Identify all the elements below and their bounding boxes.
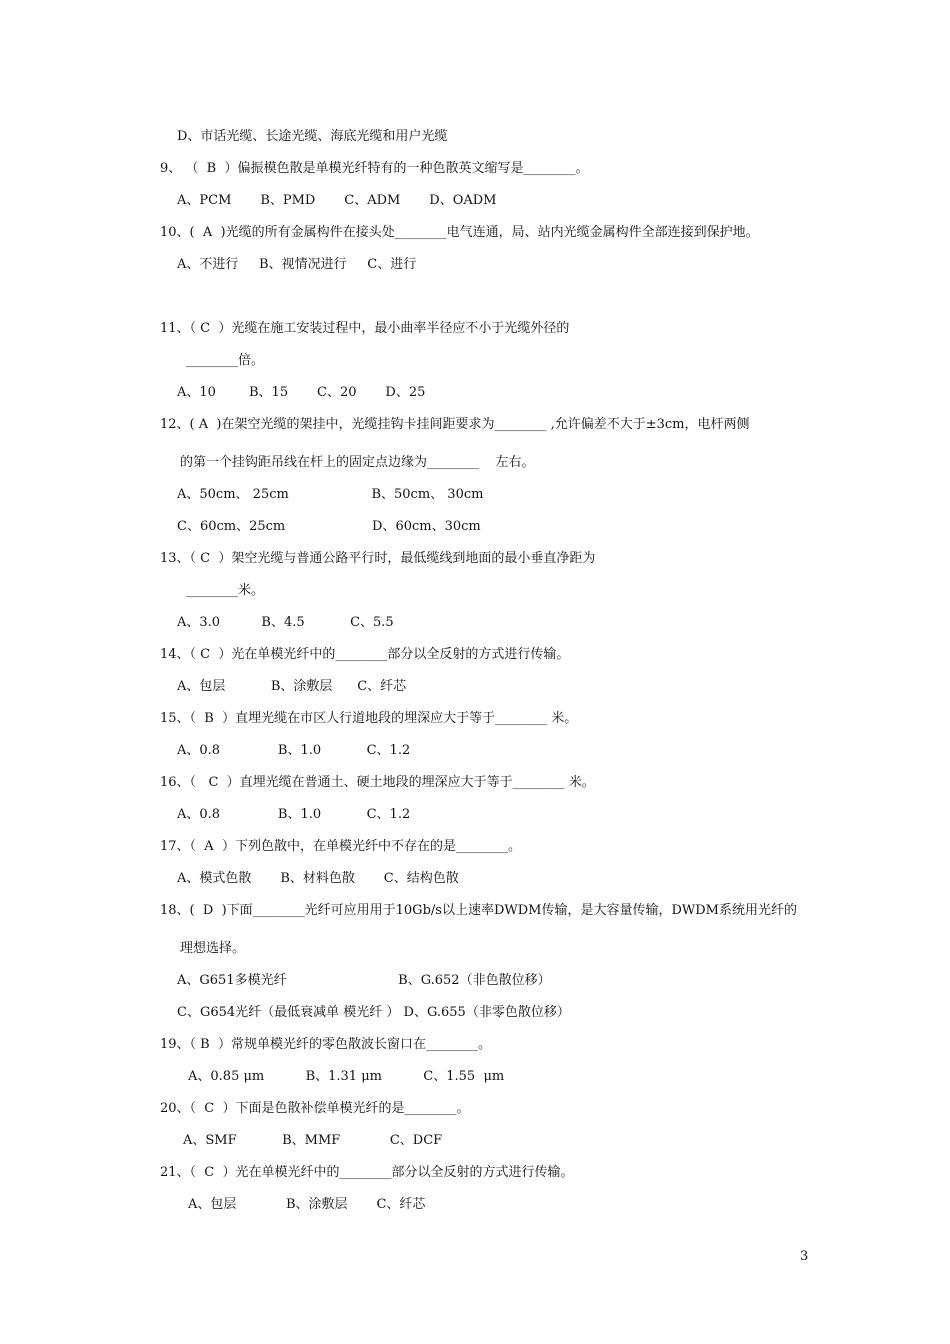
option-line: A、3.0 B、4.5 C、5.5 bbox=[177, 615, 394, 630]
question-line: 的第一个挂钩距吊线在杆上的固定点边缘为________ 左右。 bbox=[180, 455, 535, 470]
option-line: C、60cm、25cm D、60cm、30cm bbox=[177, 519, 481, 534]
option-line: A、PCM B、PMD C、ADM D、OADM bbox=[177, 193, 497, 208]
question-line: 16、（ C ）直埋光缆在普通土、硬土地段的埋深应大于等于________ 米。 bbox=[160, 775, 595, 790]
option-line: D、市话光缆、长途光缆、海底光缆和用户光缆 bbox=[177, 129, 448, 144]
option-line: C、G654光纤（最低衰减单 模光纤 ） D、G.655（非零色散位移） bbox=[177, 1005, 570, 1020]
page-number: 3 bbox=[800, 1249, 809, 1264]
option-line: A、G651多模光纤 B、G.652（非色散位移） bbox=[177, 973, 551, 988]
option-line: A、模式色散 B、材料色散 C、结构色散 bbox=[177, 871, 459, 886]
question-line: 15、（ B ）直埋光缆在市区人行道地段的埋深应大于等于________ 米。 bbox=[160, 711, 578, 726]
question-line: 14、（ C ）光在单模光纤中的________部分以全反射的方式进行传输。 bbox=[160, 647, 570, 662]
option-line: A、不进行 B、视情况进行 C、进行 bbox=[177, 257, 417, 272]
option-line: A、0.8 B、1.0 C、1.2 bbox=[177, 807, 411, 822]
question-line: 19、（ B ）常规单模光纤的零色散波长窗口在________。 bbox=[160, 1037, 491, 1052]
question-line: 理想选择。 bbox=[180, 941, 246, 956]
option-line: A、SMF B、MMF C、DCF bbox=[183, 1133, 443, 1148]
question-line: 9、 （ B ）偏振模色散是单模光纤特有的一种色散英文缩写是________。 bbox=[160, 161, 589, 176]
question-line: 11、（ C ）光缆在施工安装过程中，最小曲率半径应不小于光缆外径的 bbox=[160, 321, 570, 336]
question-line: 21、（ C ）光在单模光纤中的________部分以全反射的方式进行传输。 bbox=[160, 1165, 574, 1180]
option-line: A、包层 B、涂敷层 C、纤芯 bbox=[177, 679, 407, 694]
question-line: 13、（ C ）架空光缆与普通公路平行时，最低缆线到地面的最小垂直净距为 bbox=[160, 551, 596, 566]
option-line: A、0.8 B、1.0 C、1.2 bbox=[177, 743, 411, 758]
question-line: 18、( D )下面________光纤可应用用于10Gb/s以上速率DWDM传输，是大容量传输，DWDM系统用光纤的 bbox=[160, 903, 797, 918]
option-line: A、0.85 μm B、1.31 μm C、1.55 μm bbox=[188, 1069, 505, 1084]
option-line: A、10 B、15 C、20 D、25 bbox=[177, 385, 426, 400]
question-line: 12、( A )在架空光缆的架挂中，光缆挂钩卡挂间距要求为________ ,允许偏差不大于±3cm，电杆两侧 bbox=[160, 417, 750, 432]
option-line: A、50cm、 25cm B、50cm、 30cm bbox=[177, 487, 484, 502]
question-line: ________倍。 bbox=[186, 353, 265, 368]
question-line: 20、（ C ）下面是色散补偿单模光纤的是________。 bbox=[160, 1101, 470, 1116]
question-line: 17、（ A ）下列色散中，在单模光纤中不存在的是________。 bbox=[160, 839, 521, 854]
question-line: ________米。 bbox=[186, 583, 265, 598]
option-line: A、包层 B、涂敷层 C、纤芯 bbox=[188, 1197, 426, 1212]
question-line: 10、( A )光缆的所有金属构件在接头处________电气连通，局、站内光缆金属构件全部连接到保护地。 bbox=[160, 225, 759, 240]
